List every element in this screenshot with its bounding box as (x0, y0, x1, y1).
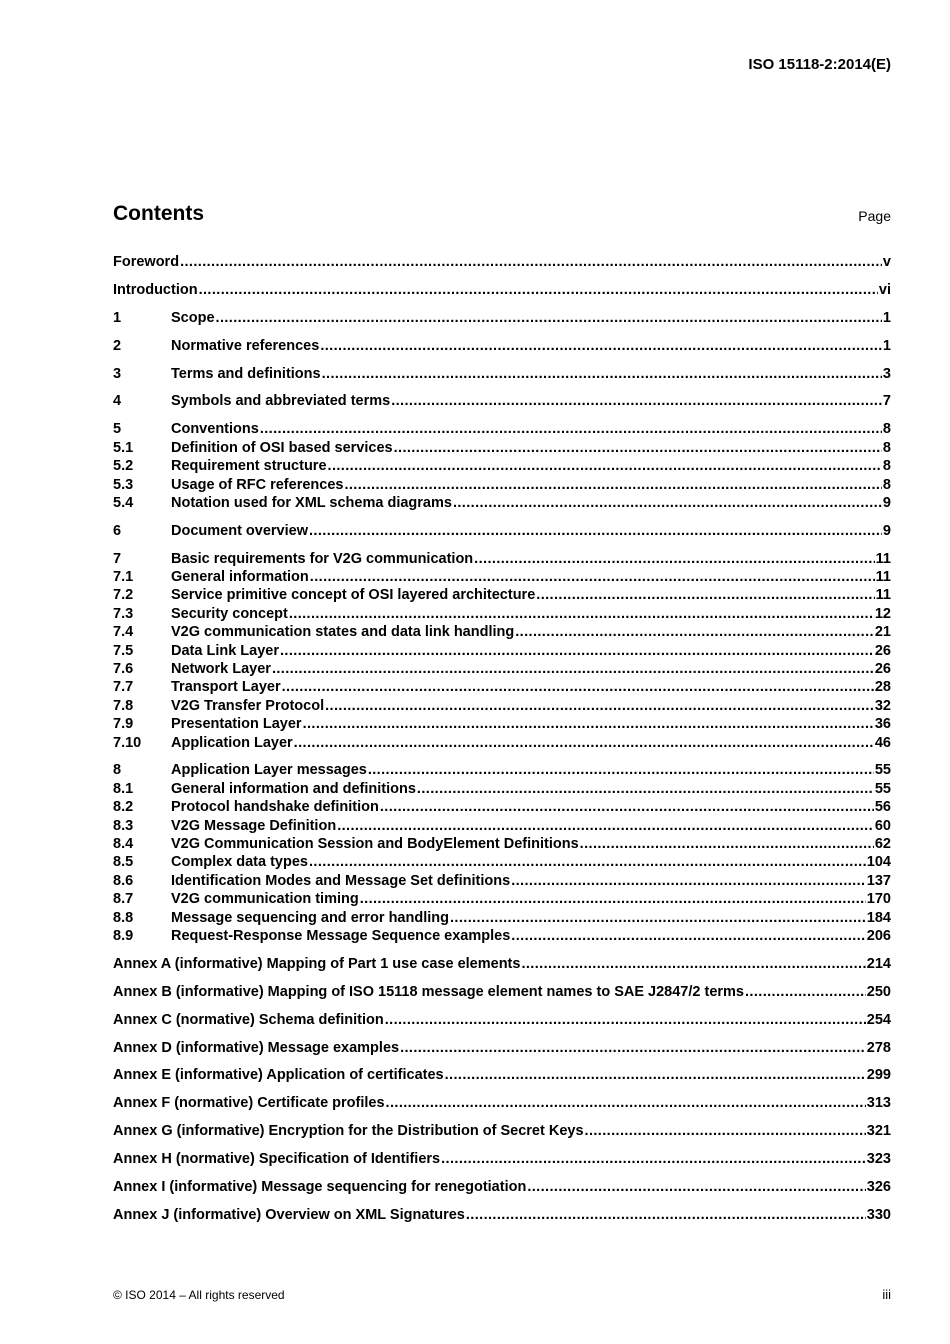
toc-entry-title: Protocol handshake definition (171, 799, 379, 816)
dot-leader (511, 927, 866, 945)
dot-leader (344, 476, 881, 494)
dot-leader (385, 1011, 866, 1029)
toc-entry-title: V2G communication timing (171, 891, 359, 908)
toc-entry[interactable] (113, 586, 891, 604)
toc-entry[interactable] (113, 568, 891, 586)
dot-leader (322, 365, 882, 383)
toc-entry-number: 1 (113, 309, 122, 326)
toc-entry-page: 12 (874, 605, 891, 622)
toc-entry-title: General information (171, 569, 309, 586)
dot-leader (527, 1178, 865, 1196)
toc-entry-page: 60 (874, 817, 891, 834)
toc-entry[interactable] (113, 983, 891, 1001)
toc-entry-page: 46 (874, 734, 891, 751)
toc-entry-number: 7 (113, 550, 122, 567)
toc-entry-title: Request-Response Message Sequence examples (171, 928, 511, 944)
toc-entry-number: 5.4 (113, 494, 134, 511)
toc-entry-page: 323 (866, 1151, 891, 1168)
toc-entry[interactable] (113, 660, 891, 678)
toc-entry-number: 8.8 (113, 909, 134, 926)
toc-entry-number: 7.3 (113, 605, 134, 622)
toc-entry-title: V2G Transfer Protocol (171, 697, 325, 714)
dot-leader (320, 337, 882, 355)
dot-leader (360, 890, 866, 908)
toc-entry-page: 278 (866, 1039, 891, 1056)
toc-entry-number: 3 (113, 365, 122, 382)
toc-entry-number: 7.9 (113, 716, 134, 733)
dot-leader (450, 909, 866, 927)
toc-entry-number: 5.2 (113, 458, 134, 475)
toc-entry[interactable] (113, 337, 891, 355)
page-title: Contents (113, 202, 204, 225)
dot-leader (417, 780, 874, 798)
toc-entry[interactable] (113, 476, 891, 494)
dot-leader (280, 642, 874, 660)
toc-entry-number: 5 (113, 421, 122, 438)
toc-entry[interactable] (113, 522, 891, 540)
toc-entry[interactable] (113, 715, 891, 733)
toc-entry[interactable] (113, 678, 891, 696)
toc-entry[interactable] (113, 872, 891, 890)
toc-entry-title: Service primitive concept of OSI layered architecture (171, 587, 536, 604)
toc-entry-page: 250 (866, 983, 891, 1000)
toc-entry-page: 299 (866, 1067, 891, 1084)
toc-entry[interactable] (113, 642, 891, 660)
dot-leader (453, 494, 882, 512)
toc-entry[interactable] (113, 1011, 891, 1029)
toc-entry-page: 326 (866, 1179, 891, 1196)
toc-entry-page: 26 (874, 642, 891, 659)
dot-leader (394, 439, 882, 457)
toc-entry-number: 6 (113, 522, 122, 539)
toc-entry-page: 8 (882, 458, 891, 475)
dot-leader (199, 281, 878, 299)
toc-entry-page: 32 (874, 697, 891, 714)
dot-leader (310, 568, 875, 586)
toc-entry[interactable] (113, 734, 891, 752)
toc-entry-page: 8 (882, 476, 891, 493)
toc-entry-number: 7.1 (113, 569, 134, 586)
toc-entry-title: Annex B (informative) Mapping of ISO 15118 message element names to SAE J2847/2 terms (113, 983, 744, 1000)
toc-entry-title: General information and definitions (171, 780, 416, 797)
dot-leader (216, 309, 882, 327)
toc-entry-page: 21 (874, 624, 891, 641)
toc-entry-number: 7.7 (113, 679, 134, 696)
toc-entry-title: Conventions (171, 421, 259, 438)
dot-leader (282, 678, 874, 696)
toc-entry-page: 8 (882, 421, 891, 438)
toc-entry[interactable] (113, 420, 891, 438)
toc-entry-number: 8.1 (113, 780, 134, 797)
dot-leader (303, 715, 874, 733)
toc-entry[interactable] (113, 798, 891, 816)
toc-entry[interactable] (113, 457, 891, 475)
copyright-notice: © ISO 2014 – All rights reserved (113, 1288, 285, 1302)
dot-leader (441, 1150, 866, 1168)
toc-entry-number: 7.6 (113, 661, 134, 678)
dot-leader (585, 1122, 866, 1140)
toc-entry-number: 8.2 (113, 799, 134, 816)
toc-entry-number: 7.8 (113, 697, 134, 714)
toc-entry[interactable] (113, 817, 891, 835)
toc-entry-page: vi (878, 281, 891, 298)
toc-entry-title: Annex H (normative) Specification of Identifiers (113, 1151, 441, 1168)
toc-entry-title: Complex data types (171, 854, 308, 871)
toc-entry-title: Symbols and abbreviated terms (171, 393, 391, 410)
document-id: ISO 15118-2:2014(E) (748, 56, 891, 73)
toc-entry-number: 4 (113, 393, 122, 410)
toc-entry-number: 8.6 (113, 872, 134, 889)
table-of-contents (113, 253, 891, 1224)
toc-entry-page: 9 (882, 494, 891, 511)
toc-entry-title: Presentation Layer (171, 716, 302, 733)
toc-entry-number: 7.4 (113, 624, 134, 641)
toc-entry[interactable] (113, 1206, 891, 1224)
toc-entry-title: Basic requirements for V2G communication (171, 550, 474, 567)
toc-entry-page: 28 (874, 679, 891, 696)
dot-leader (580, 835, 874, 853)
toc-entry-page: 104 (866, 854, 891, 871)
toc-entry-page: 11 (875, 587, 891, 604)
toc-entry-title: Application Layer messages (171, 762, 367, 779)
dot-leader (309, 853, 866, 871)
dot-leader (511, 872, 866, 890)
dot-leader (180, 253, 882, 271)
toc-entry-page: 56 (874, 799, 891, 816)
toc-entry-number: 7.5 (113, 642, 134, 659)
toc-entry-page: 137 (866, 872, 891, 889)
toc-entry[interactable] (113, 909, 891, 927)
dot-leader (515, 623, 874, 641)
toc-entry[interactable] (113, 1178, 891, 1196)
toc-entry-title: Identification Modes and Message Set definitions (171, 872, 511, 889)
toc-entry[interactable] (113, 1150, 891, 1168)
toc-entry[interactable] (113, 927, 891, 945)
toc-entry-title: V2G communication states and data link handling (171, 624, 515, 641)
dot-leader (260, 420, 882, 438)
toc-entry[interactable] (113, 550, 891, 568)
toc-entry-title: Definition of OSI based services (171, 439, 393, 456)
toc-entry-title: V2G Message Definition (171, 817, 337, 834)
toc-entry-title: Message sequencing and error handling (171, 909, 449, 926)
toc-entry-number: 2 (113, 337, 122, 354)
dot-leader (400, 1039, 866, 1057)
toc-entry[interactable] (113, 1039, 891, 1057)
toc-entry[interactable] (113, 780, 891, 798)
toc-entry-title: Usage of RFC references (171, 476, 344, 493)
toc-entry[interactable] (113, 835, 891, 853)
toc-entry-title: Document overview (171, 522, 308, 539)
toc-entry-title: Application Layer (171, 734, 293, 751)
toc-entry-number: 5.1 (113, 439, 134, 456)
toc-entry-page: 1 (882, 309, 891, 326)
toc-entry-number: 8.7 (113, 891, 134, 908)
toc-entry-title: Scope (171, 309, 215, 326)
toc-entry-title: Annex I (informative) Message sequencing for renegotiation (113, 1179, 527, 1196)
toc-entry-page: 9 (882, 522, 891, 539)
dot-leader (474, 550, 874, 568)
toc-entry-title: Notation used for XML schema diagrams (171, 494, 452, 511)
dot-leader (536, 586, 874, 604)
dot-leader (380, 798, 874, 816)
toc-entry-page: 62 (874, 836, 891, 853)
toc-entry-title: Annex E (informative) Application of certificates (113, 1067, 444, 1084)
dot-leader (309, 522, 882, 540)
dot-leader (368, 761, 874, 779)
toc-entry-page: 11 (875, 569, 891, 586)
toc-entry-title: Introduction (113, 281, 198, 298)
toc-entry[interactable] (113, 365, 891, 383)
toc-entry[interactable] (113, 392, 891, 410)
toc-entry[interactable] (113, 853, 891, 871)
dot-leader (294, 734, 874, 752)
toc-entry[interactable] (113, 494, 891, 512)
dot-leader (272, 660, 874, 678)
toc-entry-title: Annex F (normative) Certificate profiles (113, 1095, 385, 1112)
toc-entry-page: 11 (875, 550, 891, 567)
toc-entry-title: Normative references (171, 337, 320, 354)
toc-entry[interactable] (113, 955, 891, 973)
toc-entry-number: 7.2 (113, 587, 134, 604)
toc-entry[interactable] (113, 309, 891, 327)
toc-entry-page: 254 (866, 1011, 891, 1028)
toc-entry-page: v (882, 254, 891, 270)
toc-entry-page: 55 (874, 762, 891, 779)
toc-entry-title: Annex C (normative) Schema definition (113, 1011, 384, 1028)
dot-leader (337, 817, 874, 835)
toc-entry[interactable] (113, 761, 891, 779)
toc-entry-number: 8.9 (113, 928, 134, 944)
toc-entry[interactable] (113, 1066, 891, 1084)
toc-entry-page: 330 (866, 1206, 891, 1223)
toc-entry-page: 3 (882, 365, 891, 382)
toc-entry-page: 7 (882, 393, 891, 410)
page-column-label: Page (858, 208, 891, 224)
toc-entry-page: 55 (874, 780, 891, 797)
toc-entry-title: Annex A (informative) Mapping of Part 1 use case elements (113, 955, 521, 972)
toc-entry[interactable] (113, 1122, 891, 1140)
dot-leader (391, 392, 882, 410)
dot-leader (745, 983, 866, 1001)
toc-entry-title: Network Layer (171, 661, 271, 678)
toc-entry[interactable] (113, 605, 891, 623)
toc-entry[interactable] (113, 253, 891, 271)
toc-entry-page: 184 (866, 909, 891, 926)
dot-leader (325, 697, 874, 715)
toc-entry-title: Annex D (informative) Message examples (113, 1039, 400, 1056)
dot-leader (466, 1206, 866, 1224)
toc-entry-page: 321 (866, 1123, 891, 1140)
toc-entry[interactable] (113, 281, 891, 299)
toc-entry[interactable] (113, 697, 891, 715)
toc-entry-number: 5.3 (113, 476, 134, 493)
toc-entry-number: 8.5 (113, 854, 134, 871)
toc-entry-page: 26 (874, 661, 891, 678)
toc-entry-page: 1 (882, 337, 891, 354)
dot-leader (386, 1094, 866, 1112)
toc-entry-title: V2G Communication Session and BodyElement Definitions (171, 836, 579, 853)
toc-entry-title: Security concept (171, 605, 288, 622)
toc-entry-title: Annex J (informative) Overview on XML Signatures (113, 1206, 465, 1223)
toc-entry-page: 214 (866, 955, 891, 972)
toc-entry-title: Foreword (113, 254, 180, 270)
dot-leader (289, 605, 874, 623)
toc-entry-page: 8 (882, 439, 891, 456)
toc-entry-number: 8.4 (113, 836, 134, 853)
page-number: iii (882, 1287, 891, 1302)
toc-entry-number: 8.3 (113, 817, 134, 834)
toc-entry-page: 170 (866, 891, 891, 908)
dot-leader (328, 457, 882, 475)
dot-leader (521, 955, 865, 973)
toc-entry-title: Data Link Layer (171, 642, 279, 659)
toc-entry[interactable] (113, 1094, 891, 1112)
toc-entry-title: Annex G (informative) Encryption for the Distribution of Secret Keys (113, 1123, 584, 1140)
dot-leader (445, 1066, 866, 1084)
toc-entry-number: 7.10 (113, 734, 142, 751)
toc-entry-page: 36 (874, 716, 891, 733)
toc-entry-title: Requirement structure (171, 458, 327, 475)
toc-entry[interactable] (113, 890, 891, 908)
toc-entry-page: 313 (866, 1095, 891, 1112)
toc-entry[interactable] (113, 439, 891, 457)
toc-entry-page: 206 (866, 928, 891, 944)
toc-entry-title: Terms and definitions (171, 365, 321, 382)
toc-entry[interactable] (113, 623, 891, 641)
toc-entry-title: Transport Layer (171, 679, 281, 696)
toc-entry-number: 8 (113, 762, 122, 779)
